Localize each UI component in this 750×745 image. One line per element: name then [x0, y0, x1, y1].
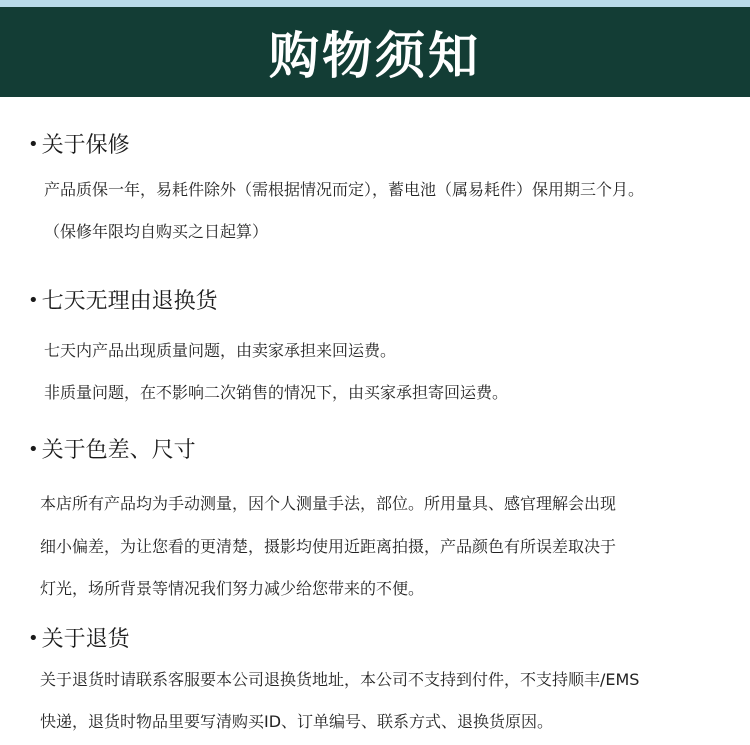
- bullet-icon: •: [28, 439, 39, 460]
- header-banner: [0, 7, 750, 97]
- paragraph-line: 本店所有产品均为手动测量，因个人测量手法，部位。所用量具、感官理解会出现: [40, 494, 617, 513]
- bullet-icon: •: [28, 134, 39, 155]
- paragraph-line: 关于退货时请联系客服要本公司退换货地址，本公司不支持到付件，不支持顺丰/EMS: [40, 670, 640, 689]
- section-heading-text: 关于色差、尺寸: [41, 438, 196, 463]
- paragraph-line: 快递，退货时物品里要写清购买ID、订单编号、联系方式、退换货原因。: [40, 712, 554, 731]
- section-heading-warranty: [28, 128, 130, 159]
- paragraph-line: 七天内产品出现质量问题，由卖家承担来回运费。: [44, 341, 397, 360]
- section-heading-text: 关于保修: [41, 133, 130, 158]
- section-heading-seven-day-return: [28, 284, 218, 315]
- bullet-icon: •: [28, 628, 39, 649]
- paragraph-line: 产品质保一年，易耗件除外（需根据情况而定），蓄电池（属易耗件）保用期三个月。: [44, 180, 645, 199]
- paragraph-line: （保修年限均自购买之日起算）: [44, 222, 269, 241]
- section-heading-color-size: [28, 433, 196, 464]
- bullet-icon: •: [28, 290, 39, 311]
- paragraph-line: 细小偏差，为让您看的更清楚，摄影均使用近距离拍摄，产品颜色有所误差取决于: [40, 537, 617, 556]
- top-accent-strip: [0, 0, 750, 7]
- section-heading-returns: [28, 622, 130, 653]
- page-title: 购物须知: [269, 27, 481, 85]
- paragraph-line: 灯光，场所背景等情况我们努力减少给您带来的不便。: [40, 579, 425, 598]
- section-heading-text: 关于退货: [41, 627, 130, 652]
- paragraph-line: 非质量问题，在不影响二次销售的情况下，由买家承担寄回运费。: [44, 383, 509, 402]
- section-heading-text: 七天无理由退换货: [41, 289, 218, 314]
